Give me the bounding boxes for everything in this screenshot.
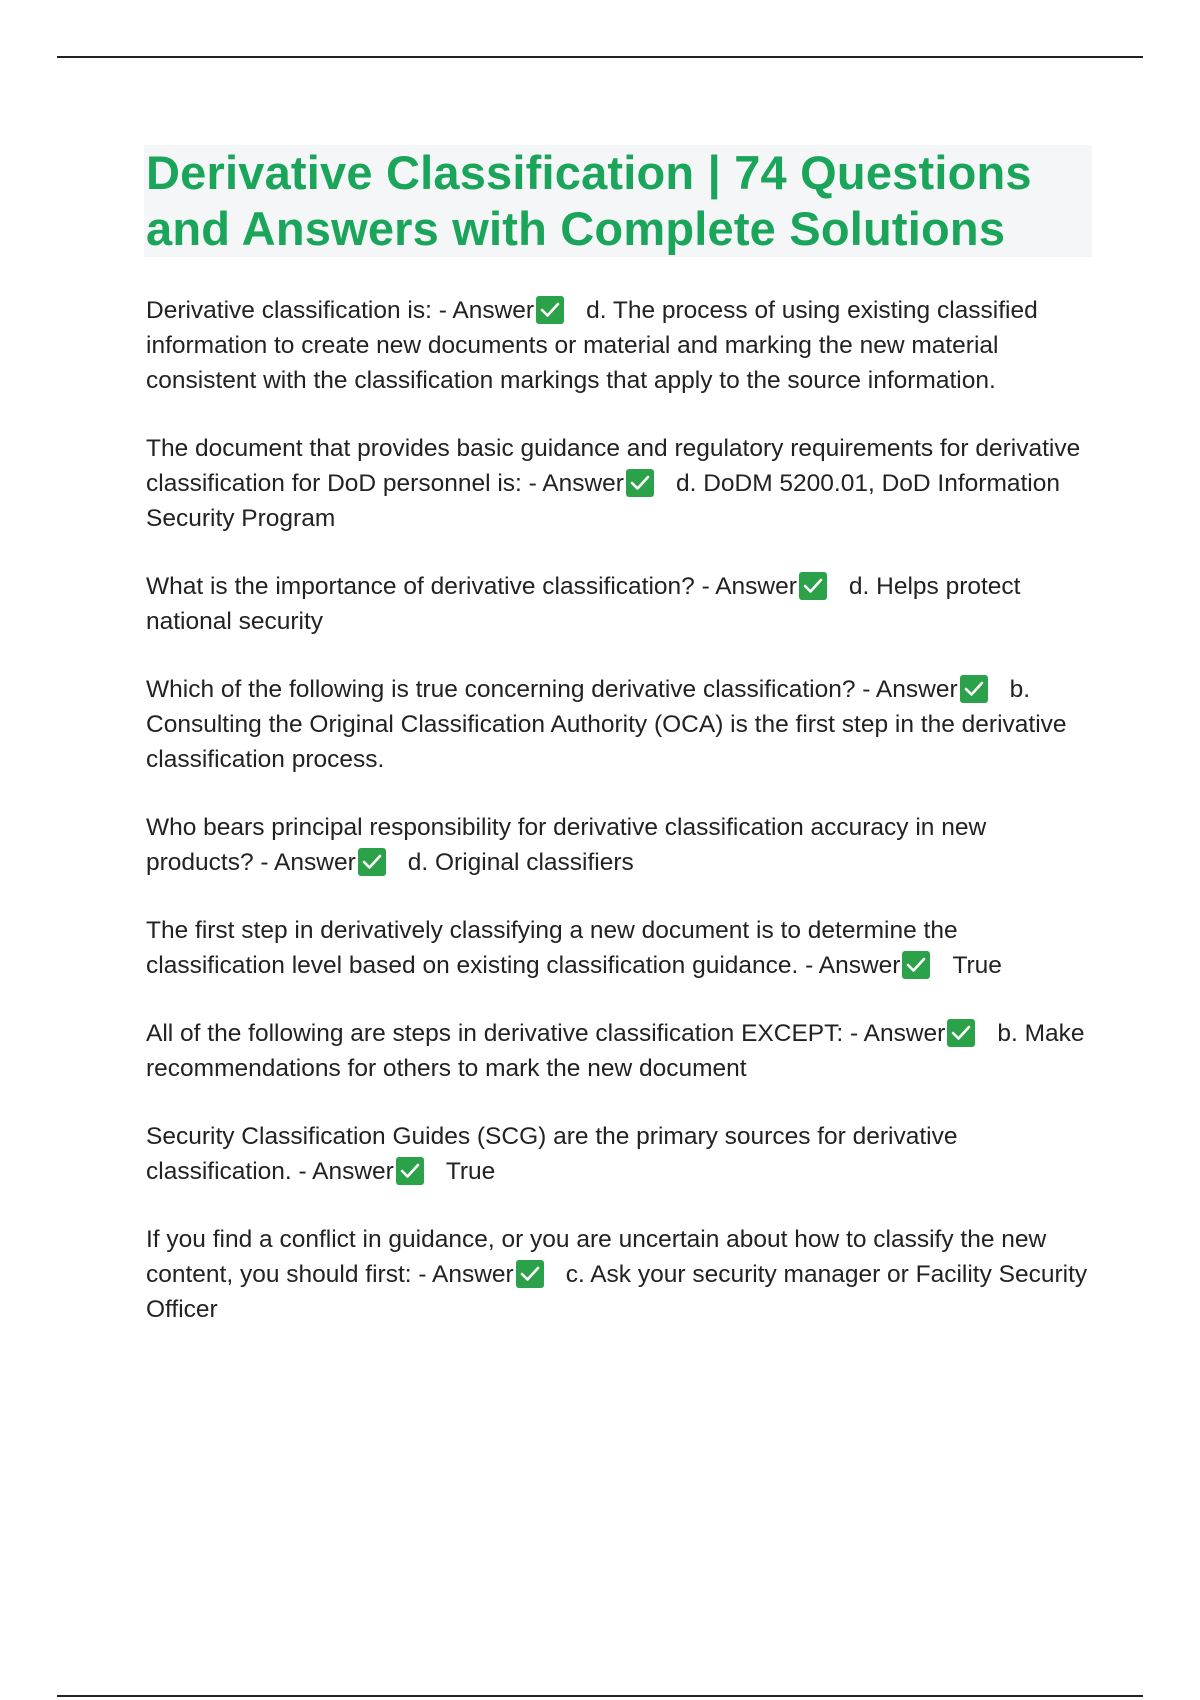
question-text: The document that provides basic guidance and regulatory requirements for derivative classification for DoD personnel is: [146,435,1081,497]
check-mark-icon [536,296,564,324]
answer-label: - Answer [438,297,535,324]
answer-text: b. Consulting the Original Classification Authority (OCA) is the first step in the derivative classification process. [146,676,1067,773]
answer-text: d. Original classifiers [407,849,634,876]
qa-item [146,431,1096,536]
question-text: Derivative classification is: [146,297,432,324]
answer-text: c. Ask your security manager or Facility Security Officer [146,1261,1088,1323]
document-title [146,145,1090,257]
answer-text: d. The process of using existing classified information to create new documents or material and marking the new material consistent with the classification markings that apply to the source information. [146,297,1038,394]
answer-text: True [445,1158,496,1185]
answer-label: - Answer [298,1158,394,1185]
answer-text: True [952,952,1002,979]
title-line-2: and Answers with Complete Solutions [146,202,1006,255]
qa-list [146,293,1096,1360]
title-block [144,145,1092,257]
question-text: All of the following are steps in derivative classification EXCEPT: [146,1020,844,1047]
check-mark-icon [947,1019,975,1047]
check-mark-icon [799,572,827,600]
answer-text: b. Make recommendations for others to mark the new document [146,1020,1085,1082]
question-text: Security Classification Guides (SCG) are the primary sources for derivative classification. [146,1123,958,1185]
qa-item [146,1016,1096,1086]
qa-item [146,1222,1096,1327]
answer-label: - Answer [862,676,958,703]
question-text: What is the importance of derivative classification? [146,573,695,600]
answer-label: - Answer [850,1020,946,1047]
header-rule [57,56,1143,58]
question-text: If you find a conflict in guidance, or you are uncertain about how to classify the new content, you should first: [146,1226,1047,1288]
check-mark-icon [396,1157,424,1185]
check-mark-icon [516,1260,544,1288]
qa-item [146,1119,1096,1189]
footer-rule [57,1695,1143,1697]
question-text: Which of the following is true concerning derivative classification? [146,676,856,703]
answer-label: - Answer [528,470,624,497]
answer-text: d. Helps protect national security [146,573,1021,635]
answer-label: - Answer [418,1261,514,1288]
question-text: Who bears principal responsibility for derivative classification accuracy in new products? [146,814,987,876]
question-text: The first step in derivatively classifying a new document is to determine the classification level based on existing classification guidance. [146,917,958,979]
check-mark-icon [626,469,654,497]
check-mark-icon [358,848,386,876]
qa-item [146,293,1096,398]
qa-item [146,672,1096,777]
answer-label: - Answer [805,952,901,979]
answer-label: - Answer [701,573,797,600]
check-mark-icon [960,675,988,703]
qa-item [146,810,1096,880]
qa-item [146,913,1096,983]
check-mark-icon [902,951,930,979]
answer-text: d. DoDM 5200.01, DoD Information Security Program [146,470,1060,532]
qa-item [146,569,1096,639]
answer-label: - Answer [260,849,356,876]
title-line-1: Derivative Classification | 74 Questions [146,146,1032,199]
